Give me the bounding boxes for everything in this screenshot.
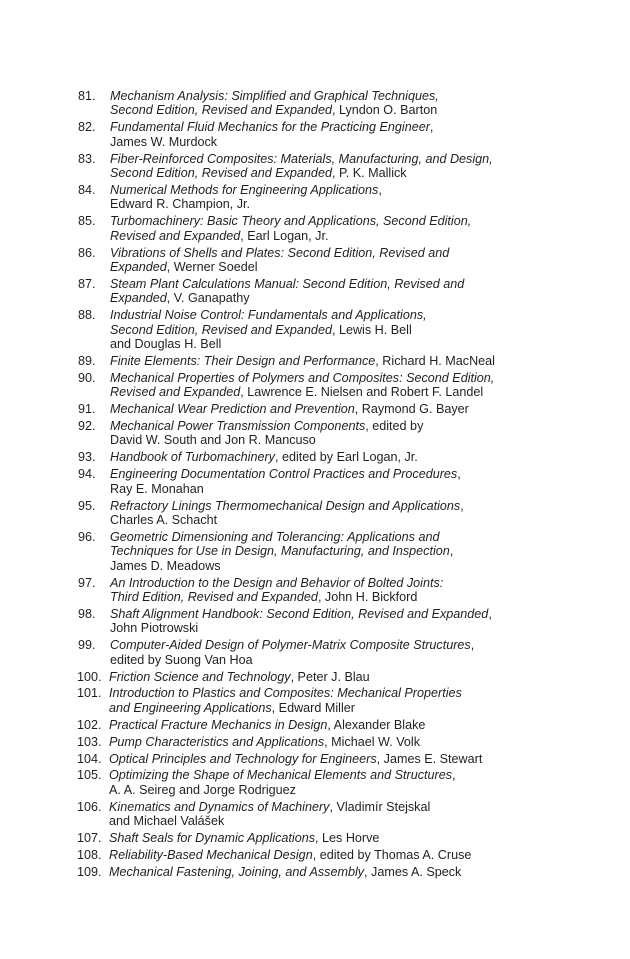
author-text: Charles A. Schacht bbox=[110, 512, 218, 527]
author-text: , Lyndon O. Barton bbox=[331, 103, 438, 118]
entry-citation bbox=[109, 752, 623, 766]
book-title-text: Numerical Methods for Engineering Applications bbox=[110, 182, 379, 197]
entry-number: 96. bbox=[78, 529, 96, 544]
citation-line bbox=[109, 848, 623, 862]
citation-line bbox=[110, 590, 623, 604]
entry-citation bbox=[109, 800, 623, 829]
list-item bbox=[78, 450, 623, 464]
author-text: , Earl Logan, Jr. bbox=[240, 228, 329, 243]
author-text: A. A. Seireg and Jorge Rodriguez bbox=[109, 782, 296, 797]
entry-number: 89. bbox=[78, 353, 96, 368]
list-item bbox=[78, 576, 623, 605]
citation-line bbox=[110, 214, 623, 228]
author-text: , Richard H. MacNeal bbox=[375, 353, 495, 368]
citation-line bbox=[110, 559, 623, 573]
entry-number: 82. bbox=[78, 120, 96, 135]
list-item bbox=[78, 354, 623, 368]
author-text: , edited by Earl Logan, Jr. bbox=[274, 450, 418, 465]
book-title-text: Mechanical Power Transmission Components bbox=[110, 419, 366, 434]
entry-number: 101. bbox=[77, 686, 102, 701]
entry-number: 98. bbox=[78, 606, 96, 621]
book-title-text: Mechanism Analysis: Simplified and Graphical Techniques, bbox=[110, 89, 439, 103]
author-text: , Edward Miller bbox=[271, 700, 355, 715]
entry-number: 91. bbox=[78, 402, 96, 417]
book-title-text: Fiber-Reinforced Composites: Materials, Manufacturing, and Design, bbox=[110, 151, 493, 166]
author-text: Ray E. Monahan bbox=[110, 481, 204, 496]
entry-citation bbox=[110, 277, 623, 306]
author-text: , Lewis H. Bell bbox=[331, 322, 412, 337]
entry-number: 88. bbox=[78, 308, 96, 323]
entry-citation bbox=[109, 831, 623, 845]
citation-line bbox=[110, 450, 623, 464]
entry-citation bbox=[110, 419, 623, 448]
book-title-text: Techniques for Use in Design, Manufacturing, and Inspection bbox=[110, 544, 450, 559]
citation-line bbox=[110, 260, 623, 274]
list-item bbox=[78, 686, 623, 715]
book-title-text: Revised and Expanded bbox=[110, 228, 241, 243]
book-title-text: Second Edition, Revised and Expanded bbox=[110, 166, 332, 181]
citation-line bbox=[110, 530, 623, 544]
book-title-text: Steam Plant Calculations Manual: Second Edition, Revised and bbox=[110, 276, 465, 291]
citation-line bbox=[110, 183, 623, 197]
book-title-text: Shaft Seals for Dynamic Applications bbox=[109, 831, 316, 846]
book-title-text: Pump Characteristics and Applications bbox=[109, 734, 325, 749]
author-text: , bbox=[460, 498, 464, 513]
citation-line bbox=[110, 152, 623, 166]
list-item bbox=[78, 152, 623, 181]
book-title-text: Friction Science and Technology bbox=[109, 669, 291, 684]
entry-number: 100. bbox=[77, 669, 102, 684]
citation-line bbox=[110, 197, 623, 211]
list-item bbox=[78, 402, 623, 416]
book-title-text: Handbook of Turbomachinery bbox=[110, 450, 275, 465]
book-title-text: Vibrations of Shells and Plates: Second Edition, Revised and bbox=[110, 245, 450, 260]
author-text: , Werner Soedel bbox=[166, 259, 258, 274]
list-item bbox=[78, 768, 623, 797]
author-text: , edited by bbox=[365, 419, 424, 434]
entry-citation bbox=[110, 308, 623, 351]
author-text: , Lawrence E. Nielsen and Robert F. Landel bbox=[240, 385, 484, 400]
author-text: , bbox=[457, 467, 461, 482]
book-title-text: Expanded bbox=[110, 291, 167, 306]
author-text: and Michael Valášek bbox=[109, 814, 225, 829]
citation-line bbox=[110, 482, 623, 496]
citation-line bbox=[110, 467, 623, 481]
list-item bbox=[78, 848, 623, 862]
list-item bbox=[78, 735, 623, 749]
entry-citation bbox=[109, 718, 623, 732]
citation-line bbox=[109, 865, 623, 879]
author-text: David W. South and Jon R. Mancuso bbox=[110, 433, 316, 448]
citation-line bbox=[110, 621, 623, 635]
entry-citation bbox=[110, 120, 623, 149]
book-title-text: Expanded bbox=[110, 259, 167, 274]
book-title-text: Turbomachinery: Basic Theory and Applications, Second Edition, bbox=[110, 214, 472, 229]
author-text: , bbox=[452, 768, 456, 783]
entry-number: 105. bbox=[77, 768, 102, 783]
citation-line bbox=[110, 544, 623, 558]
citation-line bbox=[109, 783, 623, 797]
citation-line bbox=[110, 308, 623, 322]
entry-citation bbox=[109, 735, 623, 749]
citation-line bbox=[109, 686, 623, 700]
author-text: and Douglas H. Bell bbox=[110, 337, 222, 351]
citation-line bbox=[109, 831, 623, 845]
author-text: , bbox=[378, 182, 382, 197]
entry-number: 93. bbox=[78, 450, 96, 465]
citation-line bbox=[110, 323, 623, 337]
list-item bbox=[78, 718, 623, 732]
citation-line bbox=[110, 229, 623, 243]
entry-number: 87. bbox=[78, 276, 96, 291]
citation-line bbox=[110, 135, 623, 149]
list-item bbox=[78, 467, 623, 496]
entry-number: 95. bbox=[78, 498, 96, 513]
list-item bbox=[78, 183, 623, 212]
entry-citation bbox=[110, 576, 623, 605]
citation-line bbox=[109, 718, 623, 732]
author-text: edited by Suong Van Hoa bbox=[110, 652, 253, 667]
citation-line bbox=[109, 814, 623, 828]
entry-citation bbox=[110, 467, 623, 496]
list-item bbox=[78, 638, 623, 667]
book-title-text: Revised and Expanded bbox=[110, 385, 241, 400]
citation-line bbox=[110, 371, 623, 385]
book-title-text: and Engineering Applications bbox=[109, 700, 272, 715]
entry-number: 84. bbox=[78, 182, 96, 197]
book-title-text: Geometric Dimensioning and Tolerancing: Applications and bbox=[110, 529, 440, 544]
citation-line bbox=[109, 701, 623, 715]
citation-line bbox=[110, 419, 623, 433]
author-text: John Piotrowski bbox=[110, 621, 199, 636]
citation-line bbox=[110, 277, 623, 291]
author-text: , John H. Bickford bbox=[317, 590, 418, 604]
citation-line bbox=[109, 752, 623, 766]
citation-line bbox=[109, 800, 623, 814]
entry-number: 85. bbox=[78, 214, 96, 229]
entry-citation bbox=[110, 402, 623, 416]
entry-citation bbox=[110, 499, 623, 528]
book-title-text: Introduction to Plastics and Composites: Mechanical Properties bbox=[109, 686, 462, 701]
citation-line bbox=[109, 735, 623, 749]
book-title-text: Refractory Linings Thermomechanical Design and Applications bbox=[110, 498, 461, 513]
book-title-text: Third Edition, Revised and Expanded bbox=[110, 590, 318, 604]
entry-citation bbox=[109, 768, 623, 797]
author-text: , V. Ganapathy bbox=[166, 291, 250, 306]
entry-number: 109. bbox=[77, 864, 102, 879]
citation-line bbox=[110, 385, 623, 399]
list-item bbox=[78, 752, 623, 766]
citation-line bbox=[110, 354, 623, 368]
book-title-text: Shaft Alignment Handbook: Second Edition, Revised and Expanded bbox=[110, 606, 489, 621]
author-text: , Raymond G. Bayer bbox=[354, 402, 469, 417]
entry-number: 97. bbox=[78, 575, 96, 590]
book-series-list bbox=[78, 89, 623, 882]
list-item bbox=[78, 246, 623, 275]
citation-line bbox=[110, 402, 623, 416]
book-title-text: Computer-Aided Design of Polymer-Matrix Composite Structures bbox=[110, 638, 471, 653]
entry-number: 81. bbox=[78, 89, 96, 103]
entry-citation bbox=[110, 638, 623, 667]
book-title-text: Engineering Documentation Control Practices and Procedures bbox=[110, 467, 458, 482]
author-text: James W. Murdock bbox=[110, 134, 218, 149]
list-item bbox=[78, 831, 623, 845]
citation-line bbox=[110, 433, 623, 447]
entry-number: 107. bbox=[77, 831, 102, 846]
entry-citation bbox=[110, 450, 623, 464]
author-text: , Alexander Blake bbox=[327, 717, 426, 732]
citation-line bbox=[109, 670, 623, 684]
entry-citation bbox=[109, 848, 623, 862]
author-text: , Les Horve bbox=[315, 831, 380, 846]
author-text: , edited by Thomas A. Cruse bbox=[312, 848, 472, 862]
entry-citation bbox=[110, 214, 623, 243]
list-item bbox=[78, 89, 623, 118]
author-text: Edward R. Champion, Jr. bbox=[110, 197, 250, 212]
list-item bbox=[78, 308, 623, 351]
book-title-text: Mechanical Wear Prediction and Prevention bbox=[110, 402, 355, 417]
book-title-text: Optical Principles and Technology for Engineers bbox=[109, 751, 377, 766]
entry-number: 92. bbox=[78, 419, 96, 434]
citation-line bbox=[110, 653, 623, 667]
book-title-text: Finite Elements: Their Design and Performance bbox=[110, 353, 376, 368]
citation-line bbox=[110, 607, 623, 621]
entry-citation bbox=[110, 183, 623, 212]
list-item bbox=[78, 120, 623, 149]
entry-citation bbox=[110, 354, 623, 368]
citation-line bbox=[110, 166, 623, 180]
list-item bbox=[78, 419, 623, 448]
entry-citation bbox=[109, 686, 623, 715]
entry-number: 90. bbox=[78, 370, 96, 385]
citation-line bbox=[110, 291, 623, 305]
book-title-text: Optimizing the Shape of Mechanical Elements and Structures bbox=[109, 768, 453, 783]
list-item bbox=[78, 607, 623, 636]
author-text: , P. K. Mallick bbox=[331, 166, 407, 181]
author-text: , James A. Speck bbox=[364, 864, 462, 879]
entry-citation bbox=[110, 152, 623, 181]
list-item bbox=[78, 800, 623, 829]
citation-line bbox=[109, 768, 623, 782]
entry-citation bbox=[110, 246, 623, 275]
list-item bbox=[78, 499, 623, 528]
citation-line bbox=[110, 499, 623, 513]
entry-citation bbox=[110, 371, 623, 400]
entry-citation bbox=[110, 530, 623, 573]
entry-number: 104. bbox=[77, 751, 102, 766]
book-title-text: Second Edition, Revised and Expanded bbox=[110, 322, 332, 337]
entry-citation bbox=[110, 607, 623, 636]
author-text: , bbox=[429, 120, 434, 135]
book-title-text: Kinematics and Dynamics of Machinery bbox=[109, 799, 330, 814]
book-title-text: Reliability-Based Mechanical Design bbox=[109, 848, 313, 862]
book-title-text: Industrial Noise Control: Fundamentals and Applications, bbox=[110, 308, 427, 323]
list-item bbox=[78, 865, 623, 879]
author-text: , bbox=[470, 638, 475, 653]
citation-line bbox=[110, 576, 623, 590]
entry-number: 83. bbox=[78, 151, 96, 166]
author-text: , Peter J. Blau bbox=[290, 669, 370, 684]
list-item bbox=[78, 371, 623, 400]
citation-line bbox=[110, 513, 623, 527]
entry-number: 99. bbox=[78, 638, 96, 653]
entry-number: 108. bbox=[77, 848, 102, 862]
entry-citation bbox=[110, 89, 623, 118]
entry-number: 103. bbox=[77, 734, 102, 749]
book-title-text: Second Edition, Revised and Expanded bbox=[110, 103, 332, 118]
citation-line bbox=[110, 89, 623, 103]
entry-number: 106. bbox=[77, 799, 102, 814]
book-title-text: Fundamental Fluid Mechanics for the Practicing Engineer bbox=[110, 120, 430, 135]
citation-line bbox=[110, 337, 623, 351]
citation-line bbox=[110, 120, 623, 134]
author-text: , bbox=[449, 544, 454, 559]
list-item bbox=[78, 214, 623, 243]
entry-citation bbox=[109, 670, 623, 684]
citation-line bbox=[110, 638, 623, 652]
citation-line bbox=[110, 103, 623, 117]
author-text: , bbox=[488, 606, 492, 621]
entry-citation bbox=[109, 865, 623, 879]
author-text: James D. Meadows bbox=[110, 558, 221, 573]
citation-line bbox=[110, 246, 623, 260]
list-item bbox=[78, 530, 623, 573]
book-title-text: An Introduction to the Design and Behavior of Bolted Joints: bbox=[110, 575, 444, 590]
book-title-text: Mechanical Properties of Polymers and Composites: Second Edition, bbox=[110, 370, 495, 385]
book-title-text: Mechanical Fastening, Joining, and Assembly bbox=[109, 864, 365, 879]
author-text: , Vladimír Stejskal bbox=[329, 799, 431, 814]
entry-number: 94. bbox=[78, 467, 96, 482]
book-title-text: Practical Fracture Mechanics in Design bbox=[109, 717, 328, 732]
author-text: , James E. Stewart bbox=[376, 751, 483, 766]
list-item bbox=[78, 670, 623, 684]
list-item bbox=[78, 277, 623, 306]
entry-number: 86. bbox=[78, 245, 96, 260]
author-text: , Michael W. Volk bbox=[324, 734, 421, 749]
entry-number: 102. bbox=[77, 717, 102, 732]
